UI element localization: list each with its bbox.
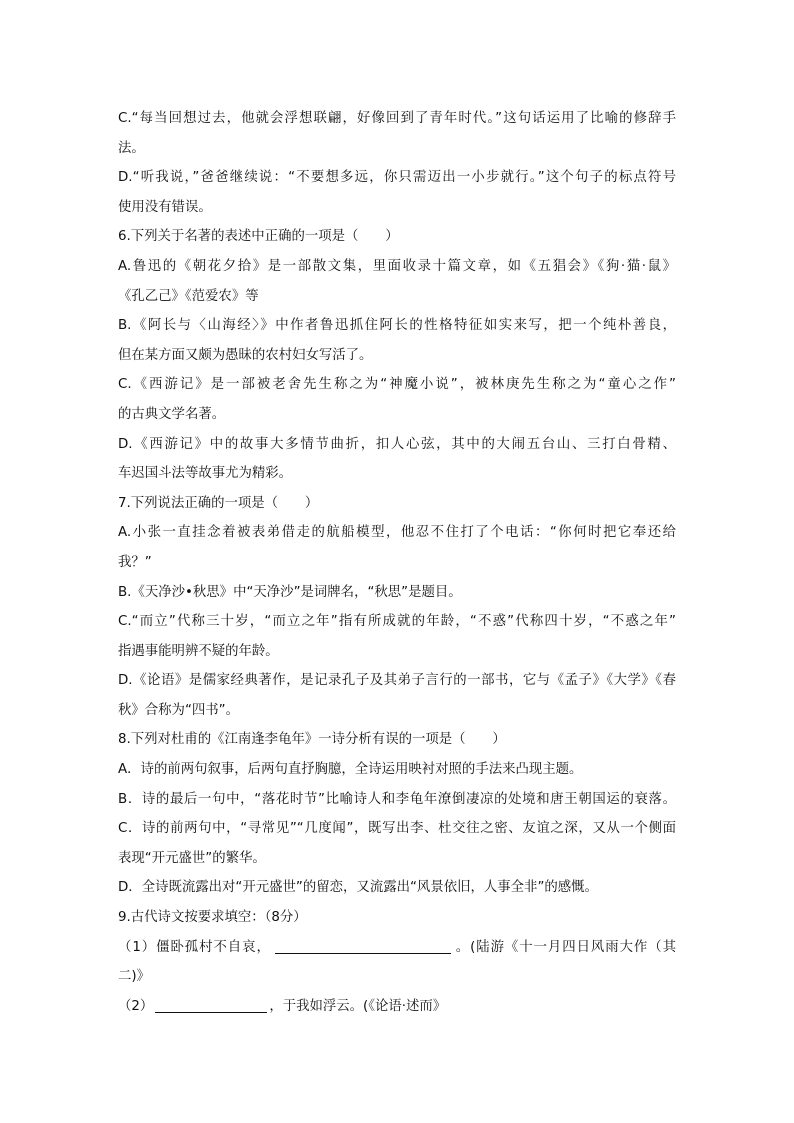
text-line: C.《西游记》是一部被老舍先生称之为“神魔小说”，被林庚先生称之为“童心之作” — [118, 377, 676, 393]
fill-blank-1-prompt: （1）僵卧孤村不自哀， — [118, 939, 271, 955]
text-line: D.《论语》是儒家经典著作，是记录孔子及其弟子言行的一部书，它与《孟子》《大学》《春 — [118, 673, 676, 689]
text-line: 法。 — [118, 140, 145, 156]
text-line: D.《西游记》中的故事大多情节曲折，扣人心弦，其中的大闹五台山、三打白骨精、 — [118, 436, 676, 452]
text-line: 的古典文学名著。 — [118, 406, 226, 422]
answer-blank-2[interactable] — [155, 997, 267, 1013]
text-line: 使用没有错误。 — [118, 199, 212, 215]
text-line: 7.下列说法正确的一项是（ ） — [118, 495, 319, 511]
text-line: 车迟国斗法等故事尤为精彩。 — [118, 466, 293, 482]
answer-blank-1[interactable] — [275, 938, 451, 954]
text-line: B.《天净沙•秋思》中“天净沙”是词牌名，“秋思”是题目。 — [118, 584, 462, 600]
text-line: D.“听我说，”爸爸继续说：“不要想多远，你只需迈出一小步就行。”这个句子的标点符号 — [118, 170, 676, 186]
text-line: 我？” — [118, 554, 152, 570]
text-line: C.“而立”代称三十岁，“而立之年”指有所成就的年龄，“不惑”代称四十岁，“不惑之年” — [118, 614, 676, 630]
text-line: A.小张一直挂念着被表弟借走的航船模型，他忍不住打了个电话：“你何时把它奉还给 — [118, 525, 676, 541]
text-line: 8.下列对杜甫的《江南逢李龟年》一诗分析有误的一项是（ ） — [118, 732, 506, 748]
text-line: 指遇事能明辨不疑的年龄。 — [118, 643, 279, 659]
fill-blank-1-source: 。(陆游《十一月四日风雨大作（其 — [454, 939, 676, 955]
fill-blank-2 — [118, 992, 676, 1022]
text-line: C．诗的前两句中，“寻常见”“几度闻”，既写出李、杜交往之密、友谊之深，又从一个侧面 — [118, 821, 676, 837]
text-line: B．诗的最后一句中，“落花时节”比喻诗人和李龟年潦倒凄凉的处境和唐王朝国运的衰落。 — [118, 791, 676, 807]
fill-blank-2-source: ，于我如浮云。(《论语·述而》 — [269, 998, 447, 1014]
text-line: 表现“开元盛世”的繁华。 — [118, 850, 266, 866]
fill-blank-1-continued: 二)》 — [118, 969, 151, 985]
text-line: B.《阿长与〈山海经〉》中作者鲁迅抓住阿长的性格特征如实来写，把一个纯朴善良， — [118, 318, 676, 334]
text-line: 秋》合称为“四书”。 — [118, 702, 239, 718]
text-line: D．全诗既流露出对“开元盛世”的留恋，又流露出“风景依旧，人事全非”的感慨。 — [118, 880, 598, 896]
fill-blank-1 — [118, 933, 676, 963]
text-line: C.“每当回想过去，他就会浮想联翩，好像回到了青年时代。”这句话运用了比喻的修辞手 — [118, 111, 676, 126]
text-line: 《孔乙己》《范爱农》等 — [118, 288, 259, 304]
text-line: A．诗的前两句叙事，后两句直抒胸臆，全诗运用映衬对照的手法来凸现主题。 — [118, 762, 583, 778]
text-line: 9.古代诗文按要求填空：（8分） — [118, 910, 307, 926]
document-page — [118, 104, 676, 1021]
fill-blank-2-prompt: （2） — [118, 998, 154, 1014]
text-line: 6.下列关于名著的表述中正确的一项是（ ） — [118, 229, 399, 245]
text-line: 但在某方面又颇为愚昧的农村妇女写活了。 — [118, 347, 373, 363]
text-line: A.鲁迅的《朝花夕拾》是一部散文集，里面收录十篇文章，如《五猖会》《狗·猫·鼠》 — [118, 258, 676, 274]
text-body — [118, 104, 676, 933]
